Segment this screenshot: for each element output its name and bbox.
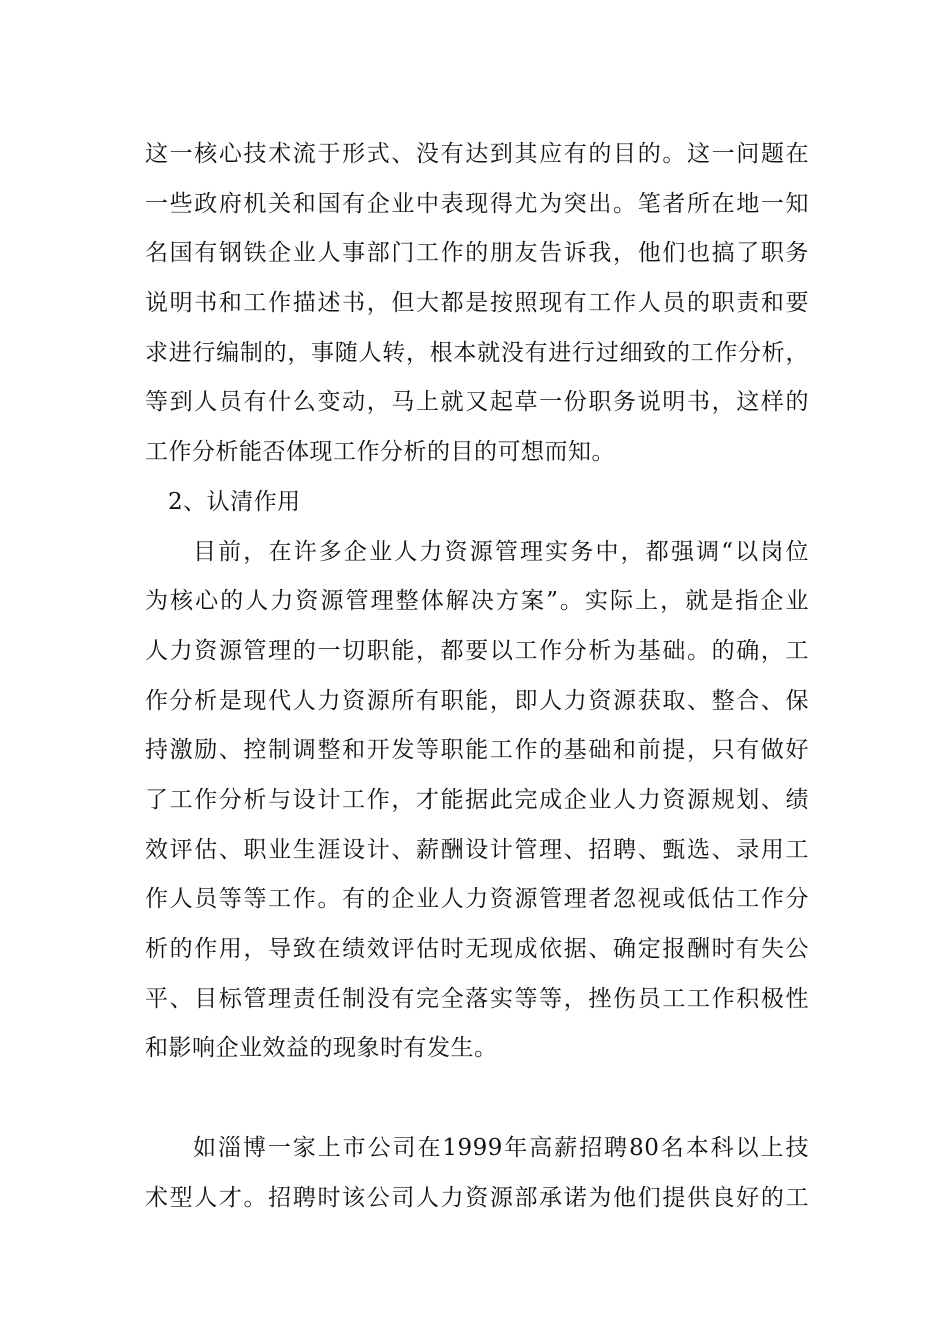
text-line: 效评估、职业生涯设计、薪酬设计管理、招聘、甄选、录用工 xyxy=(145,836,809,863)
text-line: 人力资源管理的一切职能，都要以工作分析为基础。的确，工 xyxy=(145,637,809,664)
text-line: 如淄博一家上市公司在1999年高薪招聘80名本科以上技 xyxy=(193,1135,809,1162)
text-line: 为核心的人力资源管理整体解决方案”。实际上，就是指企业 xyxy=(145,588,809,615)
text-line: 作人员等等工作。有的企业人力资源管理者忽视或低估工作分 xyxy=(145,886,809,913)
document-body xyxy=(145,130,809,1223)
paragraph-example xyxy=(145,1124,809,1223)
text-line: 平、目标管理责任制没有完全落实等等，挫伤员工工作积极性 xyxy=(145,985,809,1012)
text-line: 持激励、控制调整和开发等职能工作的基础和前提，只有做好 xyxy=(145,737,809,764)
text-line: 说明书和工作描述书，但大都是按照现有工作人员的职责和要 xyxy=(145,290,809,317)
paragraph-gap xyxy=(145,1074,809,1124)
text-line: 了工作分析与设计工作，才能据此完成企业人力资源规划、绩 xyxy=(145,786,809,813)
text-line: 术型人才。招聘时该公司人力资源部承诺为他们提供良好的工 xyxy=(145,1184,809,1211)
text-line: 求进行编制的，事随人转，根本就没有进行过细致的工作分析， xyxy=(145,339,809,366)
text-line: 和影响企业效益的现象时有发生。 xyxy=(145,1035,498,1062)
text-line: 一些政府机关和国有企业中表现得尤为突出。笔者所在地一知 xyxy=(145,190,809,217)
text-line: 析的作用，导致在绩效评估时无现成依据、确定报酬时有失公 xyxy=(145,936,809,962)
paragraph-continuation xyxy=(145,130,809,478)
text-line: 名国有钢铁企业人事部门工作的朋友告诉我，他们也搞了职务 xyxy=(145,240,809,267)
paragraph-role xyxy=(145,528,809,1075)
text-line: 等到人员有什么变动，马上就又起草一份职务说明书，这样的 xyxy=(145,389,809,416)
text-line: 这一核心技术流于形式、没有达到其应有的目的。这一问题在 xyxy=(145,141,809,167)
text-line: 目前，在许多企业人力资源管理实务中，都强调“以岗位 xyxy=(193,538,809,565)
heading-text: 2、认清作用 xyxy=(168,488,301,515)
section-heading xyxy=(145,478,809,528)
text-line: 工作分析能否体现工作分析的目的可想而知。 xyxy=(145,439,615,466)
text-line: 作分析是现代人力资源所有职能，即人力资源获取、整合、保 xyxy=(145,687,809,714)
